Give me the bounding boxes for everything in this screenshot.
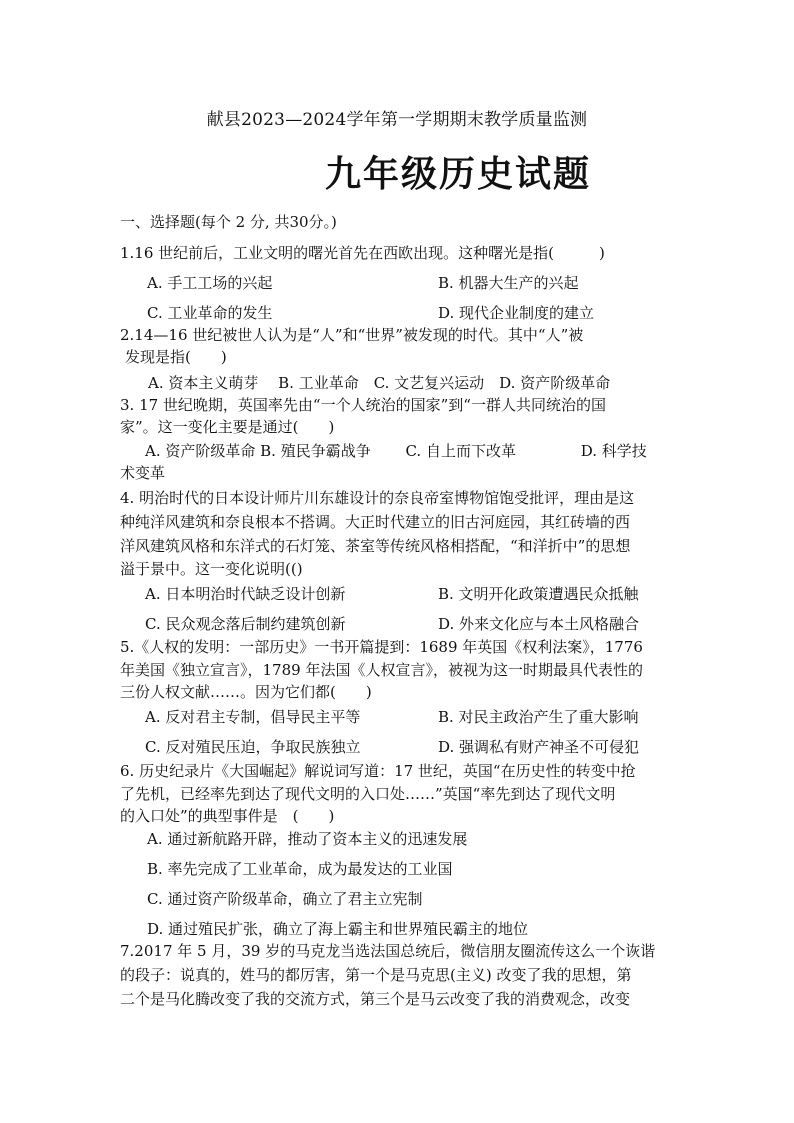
question-6-option-a: A. 通过新航路开辟，推动了资本主义的迅速发展: [147, 830, 468, 848]
exam-title: 九年级历史试题: [325, 153, 592, 195]
section-heading: 一、选择题(每个 2 分, 共30分。): [120, 213, 337, 231]
question-5-stem-line-3: 三份人权文献……。因为它们都( ): [120, 683, 372, 701]
question-4-stem-line-3: 洋风建筑风格和东洋式的石灯笼、茶室等传统风格相搭配，“和洋折中”的思想: [120, 537, 631, 555]
question-2-stem-line-2: 发现是指( ): [125, 348, 227, 366]
question-5-option-a: A. 反对君主专制，倡导民主平等: [145, 708, 361, 726]
question-5-stem-line-2: 年美国《独立宣言》，1789 年法国《人权宣言》，被视为这一时期最具代表性的: [120, 661, 643, 679]
question-4-stem-line-1: 4. 明治时代的日本设计师片川东雄设计的奈良帝室博物馆饱受批评，理由是这: [120, 489, 635, 507]
question-6-stem-line-2: 了先机，已经率先到达了现代文明的入口处……”英国“率先到达了现代文明: [120, 785, 616, 803]
question-3-stem-line-1: 3. 17 世纪晚期，英国率先由“一个人统治的国家”到“一群人共同统治的国: [120, 396, 606, 414]
question-4-option-d: D. 外来文化应与本土风格融合: [438, 615, 640, 633]
question-7-stem-line-3: 二个是马化腾改变了我的交流方式，第三个是马云改变了我的消费观念，改变: [120, 990, 631, 1008]
question-7-stem-line-1: 7.2017 年 5 月，39 岁的马克龙当选法国总统后，微信朋友圈流传这么一个诙谐: [120, 942, 656, 960]
question-1-option-d: D. 现代企业制度的建立: [438, 304, 595, 322]
question-5-stem-line-1: 5.《人权的发明：一部历史》一书开篇提到：1689 年英国《权利法案》，1776: [120, 638, 643, 656]
question-5-option-c: C. 反对殖民压迫，争取民族独立: [145, 738, 361, 756]
question-3-options: A. 资产阶级革命 B. 殖民争霸战争 C. 自上而下改革 D. 科学技: [145, 442, 647, 460]
question-2-options: A. 资本主义萌芽 B. 工业革命 C. 文艺复兴运动 D. 资产阶级革命: [148, 374, 611, 392]
question-4-stem-line-2: 种纯洋风建筑和奈良根本不搭调。大正时代建立的旧古河庭园，其红砖墙的西: [120, 513, 631, 531]
question-6-stem-line-3: 的入口处”的典型事件是 ( ): [120, 807, 335, 825]
exam-subtitle: 献县2023—2024学年第一学期期末教学质量监测: [206, 110, 588, 130]
question-1-option-b: B. 机器大生产的兴起: [438, 274, 579, 292]
question-3-options-wrap: 术变革: [120, 464, 166, 482]
question-6-option-d: D. 通过殖民扩张，确立了海上霸主和世界殖民霸主的地位: [147, 920, 529, 938]
question-5-option-b: B. 对民主政治产生了重大影响: [438, 708, 639, 726]
question-1-stem: 1.16 世纪前后，工业文明的曙光首先在西欧出现。这种曙光是指( ): [120, 244, 605, 262]
question-4-option-a: A. 日本明治时代缺乏设计创新: [145, 585, 346, 603]
question-7-stem-line-2: 的段子：说真的，姓马的都厉害，第一个是马克思(主义) 改变了我的思想，第: [120, 966, 632, 984]
question-6-option-c: C. 通过资产阶级革命，确立了君主立宪制: [147, 890, 423, 908]
question-4-option-c: C. 民众观念落后制约建筑创新: [145, 615, 346, 633]
question-3-stem-line-2: 家”。这一变化主要是通过( ): [120, 418, 335, 436]
question-5-option-d: D. 强调私有财产神圣不可侵犯: [438, 738, 640, 756]
question-6-stem-line-1: 6. 历史纪录片《大国崛起》解说词写道：17 世纪，英国“在历史性的转变中抢: [120, 762, 636, 780]
question-4-stem-line-4: 溢于景中。这一变化说明((): [120, 560, 303, 578]
question-1-option-a: A. 手工工场的兴起: [147, 274, 273, 292]
question-2-stem-line-1: 2.14—16 世纪被世人认为是“人”和“世界”被发现的时代。其中“人”被: [120, 326, 584, 344]
question-1-option-c: C. 工业革命的发生: [147, 304, 273, 322]
question-6-option-b: B. 率先完成了工业革命，成为最发达的工业国: [147, 860, 453, 878]
question-4-option-b: B. 文明开化政策遭遇民众抵触: [438, 585, 639, 603]
